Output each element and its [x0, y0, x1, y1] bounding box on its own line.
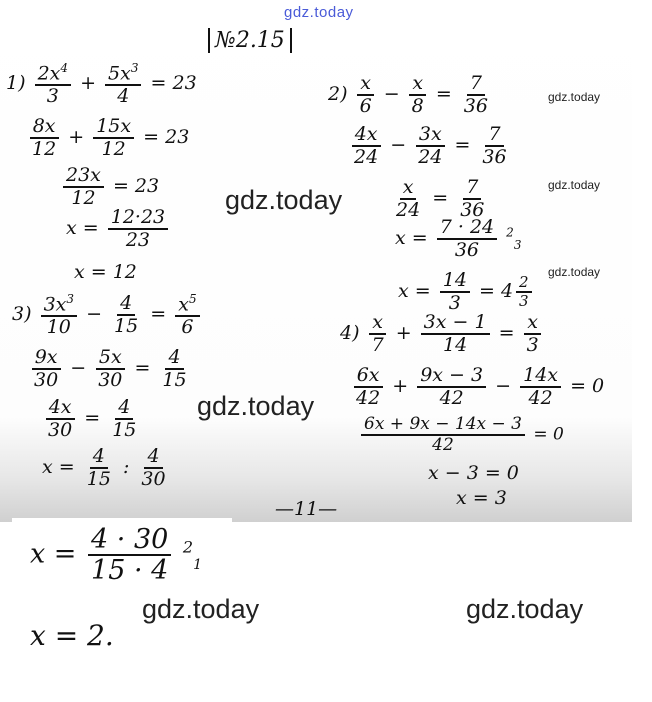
watermark: gdz.today	[548, 265, 601, 279]
watermark: gdz.today	[548, 90, 601, 104]
task-2-line-4: x = $\frac{7 \cdot 24}{36}$ $^2_3$	[395, 216, 522, 261]
task-4-line-2: $\frac{6x}{42}$ + $\frac{9x - 3}{42}$ − $\frac{14x}{42}$ = 0	[350, 366, 604, 408]
watermark: gdz.today	[466, 594, 584, 624]
task-2-line-5: x = $\frac{14}{3}$ = 4 $\frac{2}{3}$	[398, 271, 535, 313]
task-1-line-3: $\frac{23x}{12}$ = 23	[60, 166, 159, 208]
task-1-line-4: x = $\frac{12\cdot 23}{23}$	[66, 208, 171, 250]
task-1-answer: x = 12	[74, 261, 137, 283]
watermark-header: gdz.today	[284, 4, 354, 21]
task-3-answer: x = 2.	[30, 619, 114, 652]
task-3-line-5: x = $\frac{4 \cdot 30}{15 \cdot 4}$ $^2_1$	[30, 524, 203, 586]
task-4-line-1: 4) $\frac{x}{7}$ + $\frac{3x - 1}{14}$ = $\frac{x}{3}$	[340, 313, 545, 355]
watermark: gdz.today	[142, 594, 260, 624]
task-4-line-4: x − 3 = 0	[428, 462, 519, 484]
task-2-line-2: $\frac{4x}{24}$ − $\frac{3x}{24}$ = $\frac{7}{36}$	[348, 125, 513, 167]
task-3-line-3: $\frac{4x}{30}$ = $\frac{4}{15}$	[42, 398, 142, 440]
task-3-line-4: x = $\frac{4}{15}$ : $\frac{4}{30}$	[42, 445, 166, 490]
task-2-line-3: $\frac{x}{24}$ = $\frac{7}{36}$	[396, 176, 485, 221]
task-2-line-1: 2) $\frac{x}{6}$ − $\frac{x}{8}$ = $\frac{7}{36}$	[328, 72, 488, 117]
task-4-answer: x = 3	[456, 487, 507, 509]
task-4-line-3: $\frac{6x + 9x - 14x - 3}{42}$ = 0	[358, 416, 564, 454]
watermark: gdz.today	[225, 185, 343, 215]
watermark: gdz.today	[548, 178, 601, 192]
task-3-line-1: 3) $\frac{3x^3}{10}$ − $\frac{4}{15}$ = $\frac{x^5}{6}$	[12, 293, 203, 337]
watermark: gdz.today	[197, 391, 315, 421]
task-1-line-2: $\frac{8x}{12}$ + $\frac{15x}{12}$ = 23	[26, 117, 189, 159]
task-1-line-1: 1) $\frac{2x^4}{3}$ + $\frac{5x^3}{4}$ = 23	[6, 61, 197, 108]
task-3-line-2: $\frac{9x}{30}$ − $\frac{5x}{30}$ = $\frac{4}{15}$	[28, 348, 193, 390]
page-number: —11—	[275, 498, 338, 520]
problem-number: №2.15	[208, 30, 292, 52]
